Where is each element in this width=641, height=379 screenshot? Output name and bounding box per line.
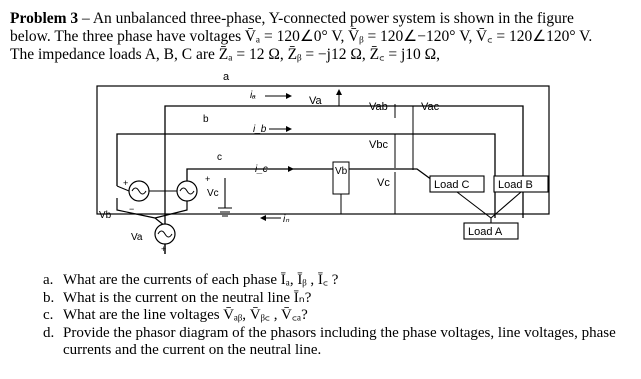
question-a-letter: a. <box>43 272 54 288</box>
node-a-label: a <box>223 71 230 83</box>
volt-c-label: Vc <box>377 177 390 189</box>
question-b <box>43 290 635 308</box>
circuit-figure <box>95 68 565 280</box>
volt-b-label: Vb <box>335 166 348 177</box>
problem-line-3: The impedance loads A, B, C are Z̄ₐ = 12 Ω, Z̄ᵦ = −j12 Ω, Z̄꜀ = j10 Ω, <box>10 46 441 63</box>
problem-line-2: below. The three phase have voltages V̄ₐ = 120∠0° V, V̄ᵦ = 120∠−120° V, V̄꜀ = 120∠120° V. <box>10 28 593 45</box>
load-b-label: Load B <box>498 179 533 191</box>
src-vc-label: Vc <box>207 188 219 199</box>
src-vb-label: Vb <box>99 210 112 221</box>
volt-bc-label: Vbc <box>369 139 388 151</box>
volt-ac-label: Vac <box>421 101 440 113</box>
question-b-letter: b. <box>43 289 55 306</box>
node-c-label: c <box>217 152 222 163</box>
load-c-label: Load C <box>434 179 470 191</box>
question-d <box>43 325 635 360</box>
question-c <box>43 307 635 325</box>
current-n-label: iₙ <box>283 214 290 225</box>
plus-sign-a: + <box>161 244 167 254</box>
question-b-text: What is the current on the neutral line Īₙ? <box>63 289 312 306</box>
wire-load-star <box>457 192 521 223</box>
question-d-text: Provide the phasor diagram of the phasors including the phase voltages, line voltages, phase currents and the current on the neutral line. <box>63 324 616 358</box>
current-c-label: i_c <box>255 164 268 175</box>
minus-sign-b: − <box>129 204 135 214</box>
node-b-label: b <box>203 114 209 125</box>
wire-neutral <box>117 198 187 254</box>
volt-a-label: Va <box>309 95 322 107</box>
ground-symbol <box>218 208 232 216</box>
problem-label: Problem 3 <box>10 10 79 27</box>
question-c-letter: c. <box>43 307 54 323</box>
load-a-label: Load A <box>468 226 503 238</box>
plus-sign-c: + <box>205 174 211 184</box>
problem-line-1 <box>10 10 635 28</box>
question-list <box>43 272 635 360</box>
current-b-label: i_b <box>253 124 267 135</box>
wire-phase-c <box>187 169 470 188</box>
question-c-text: What are the line voltages V̄ₐᵦ, V̄ᵦ꜀ , V̄꜀ₐ? <box>63 307 308 323</box>
volt-ab-label: Vab <box>369 101 388 113</box>
plus-sign-b: + <box>123 178 129 188</box>
question-d-letter: d. <box>43 324 55 341</box>
src-va-label: Va <box>131 232 143 243</box>
problem-line-1-text: – An unbalanced three-phase, Y-connected power system is shown in the figure <box>78 10 574 27</box>
problem-statement <box>10 10 635 64</box>
current-a-label: iₐ <box>250 90 256 101</box>
question-a-text: What are the currents of each phase Īₐ, Īᵦ , Ī꜀ ? <box>63 272 339 288</box>
question-a <box>43 272 635 290</box>
